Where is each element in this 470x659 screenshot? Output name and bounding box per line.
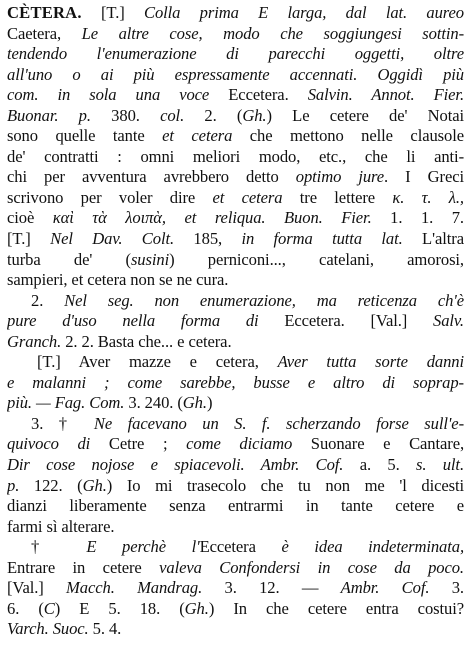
text-span: 1. 1. 7.	[371, 208, 464, 228]
italic-text: e malanni ; come sarebbe, busse e altro di soprap-	[7, 372, 464, 392]
text-line	[7, 188, 464, 209]
text-line	[7, 496, 464, 517]
text-line	[7, 393, 464, 414]
text-span: cioè	[7, 208, 53, 228]
text-line	[7, 578, 464, 599]
italic-text: s. ult.	[415, 455, 464, 475]
text-span: 2. (	[184, 105, 243, 125]
italic-text: optimo jure	[295, 167, 385, 187]
italic-text: Macch. Mandrag.	[66, 578, 203, 598]
italic-text: Aver tutta sorte danni	[277, 352, 464, 372]
text-line	[7, 352, 464, 373]
italic-text: Confondersi in cose da poco.	[201, 557, 464, 577]
text-line	[7, 147, 464, 168]
text-span: sampieri, et cetera non se ne cura.	[7, 270, 229, 290]
text-line	[7, 270, 464, 291]
italic-text: Nel seg. non enumerazione, ma reticenza ch'è	[64, 290, 464, 310]
text-span: Eccetera	[199, 537, 256, 557]
text-span: ) In che cetere entra costui?	[208, 598, 464, 618]
italic-text: in forma tutta lat.	[241, 229, 403, 249]
italic-text: quivoco di	[7, 434, 91, 454]
text-line	[7, 455, 464, 476]
text-span: dianzi liberamente senza entrarmi in tante cetere e	[7, 496, 464, 516]
italic-text: pure d'uso nella forma di	[7, 311, 259, 331]
text-span: Cetre ;	[90, 434, 187, 454]
text-line	[7, 106, 464, 127]
text-span: Eccetera. [Val.]	[258, 311, 433, 331]
italic-text: Gh.	[182, 393, 207, 413]
italic-text: Salv.	[433, 311, 464, 331]
text-span: ) E 5. 18. (	[54, 598, 185, 618]
text-line	[7, 619, 464, 640]
text-line	[7, 517, 464, 538]
text-span: Caetera,	[7, 23, 82, 43]
text-line	[7, 3, 464, 24]
italic-text: E perchè l'	[86, 537, 200, 557]
text-line	[7, 208, 464, 229]
text-line	[7, 434, 464, 455]
text-line	[7, 85, 464, 106]
italic-text: valeva	[159, 557, 202, 577]
text-span: 6. (	[7, 598, 44, 618]
text-span: de' contratti : omni meliori modo, etc., che li anti-	[7, 146, 464, 166]
text-span: sono quelle tante	[7, 126, 163, 146]
text-line	[7, 537, 464, 558]
text-span: 3. †	[31, 413, 94, 433]
text-line	[7, 414, 464, 435]
text-line	[7, 167, 464, 188]
text-line	[7, 229, 464, 250]
text-span: 380.	[90, 105, 161, 125]
italic-text: all'uno o ai più espressamente accennati. Oggidì più	[7, 64, 464, 84]
text-span: [T.]	[7, 229, 51, 249]
text-line	[7, 250, 464, 271]
text-span: [T.]	[81, 3, 144, 22]
italic-text: κ. τ. λ.,	[392, 187, 464, 207]
italic-text: Dir cose nojose e spiacevoli. Ambr. Cof.	[7, 455, 344, 475]
text-line	[7, 291, 464, 312]
italic-text: col.	[160, 105, 185, 125]
italic-text: susini	[130, 249, 170, 269]
text-span: 2. 2. Basta che... e cetera.	[61, 331, 232, 351]
italic-text: C	[43, 598, 55, 618]
text-span: [T.] Aver mazze e cetera,	[37, 352, 278, 372]
italic-text: Granch.	[7, 331, 62, 351]
text-span: )	[206, 393, 213, 413]
text-line	[7, 558, 464, 579]
text-span: turba de' (	[7, 249, 131, 269]
text-span: tre lettere	[282, 187, 393, 207]
text-line	[7, 44, 464, 65]
text-span: 2.	[31, 290, 65, 310]
text-span: ) perniconi..., catelani, amorosi,	[169, 249, 464, 269]
text-span: farmi sì alterare.	[7, 516, 115, 536]
text-line	[7, 476, 464, 497]
text-span: [Val.]	[7, 578, 67, 598]
text-span: †	[31, 537, 87, 557]
text-span: che mettono nelle clausole	[232, 126, 464, 146]
text-line	[7, 65, 464, 86]
text-span: a. 5.	[343, 455, 416, 475]
text-line	[7, 311, 464, 332]
italic-text: com. in sola una voce	[7, 85, 210, 105]
text-line	[7, 126, 464, 147]
text-span: scrivono per voler dire	[7, 187, 213, 207]
text-line	[7, 332, 464, 353]
italic-text: Buonar. p.	[7, 105, 91, 125]
italic-text: et cetera	[162, 126, 233, 146]
text-span: ) Le cetere de' Notai	[266, 105, 464, 125]
italic-text: Gh.	[184, 598, 209, 618]
italic-text: più. — Fag. Com.	[7, 393, 125, 413]
italic-text: Colla prima E larga, dal lat. aureo	[144, 3, 464, 22]
italic-text: come diciamo	[186, 434, 293, 454]
text-span: ) Io mi trasecolo che tu non me 'l dicesti	[106, 475, 464, 495]
text-span: Suonare e Cantare,	[292, 434, 464, 454]
italic-text: è idea indeterminata,	[255, 537, 464, 557]
italic-text: Gh.	[242, 105, 267, 125]
text-span: 3.	[429, 578, 464, 598]
text-line	[7, 373, 464, 394]
text-line	[7, 599, 464, 620]
text-span: . I Greci	[384, 167, 464, 187]
italic-text: Varch. Suoc.	[7, 619, 89, 639]
headword: CÈTERA.	[7, 3, 82, 22]
italic-text: Ambr. Cof.	[340, 578, 430, 598]
italic-text: Salvin. Annot. Fier.	[307, 85, 464, 105]
italic-text: καὶ τὰ λοιπὰ, et reliqua. Buon. Fier.	[52, 208, 372, 228]
text-span: chi per avventura avrebbero detto	[7, 167, 296, 187]
italic-text: Nel Dav. Colt.	[50, 229, 175, 249]
text-span: L'altra	[402, 229, 464, 249]
italic-text: et cetera	[212, 187, 283, 207]
italic-text: p.	[7, 475, 20, 495]
text-span: Entrare in cetere	[7, 557, 160, 577]
italic-text: Le altre cose, modo che soggiungesi sottin-	[81, 23, 464, 43]
text-line	[7, 24, 464, 45]
text-span: 122. (	[19, 475, 83, 495]
italic-text: Gh.	[82, 475, 107, 495]
text-span: Eccetera.	[209, 85, 308, 105]
text-span: 3. 240. (	[124, 393, 183, 413]
text-span: 185,	[174, 229, 242, 249]
italic-text: tendendo l'enumerazione di parecchi oggetti, oltre	[7, 44, 464, 64]
italic-text: Ne facevano un S. f. scherzando forse sull'e-	[93, 413, 464, 433]
text-span: 5. 4.	[88, 619, 122, 639]
text-span: 3. 12. —	[202, 578, 341, 598]
